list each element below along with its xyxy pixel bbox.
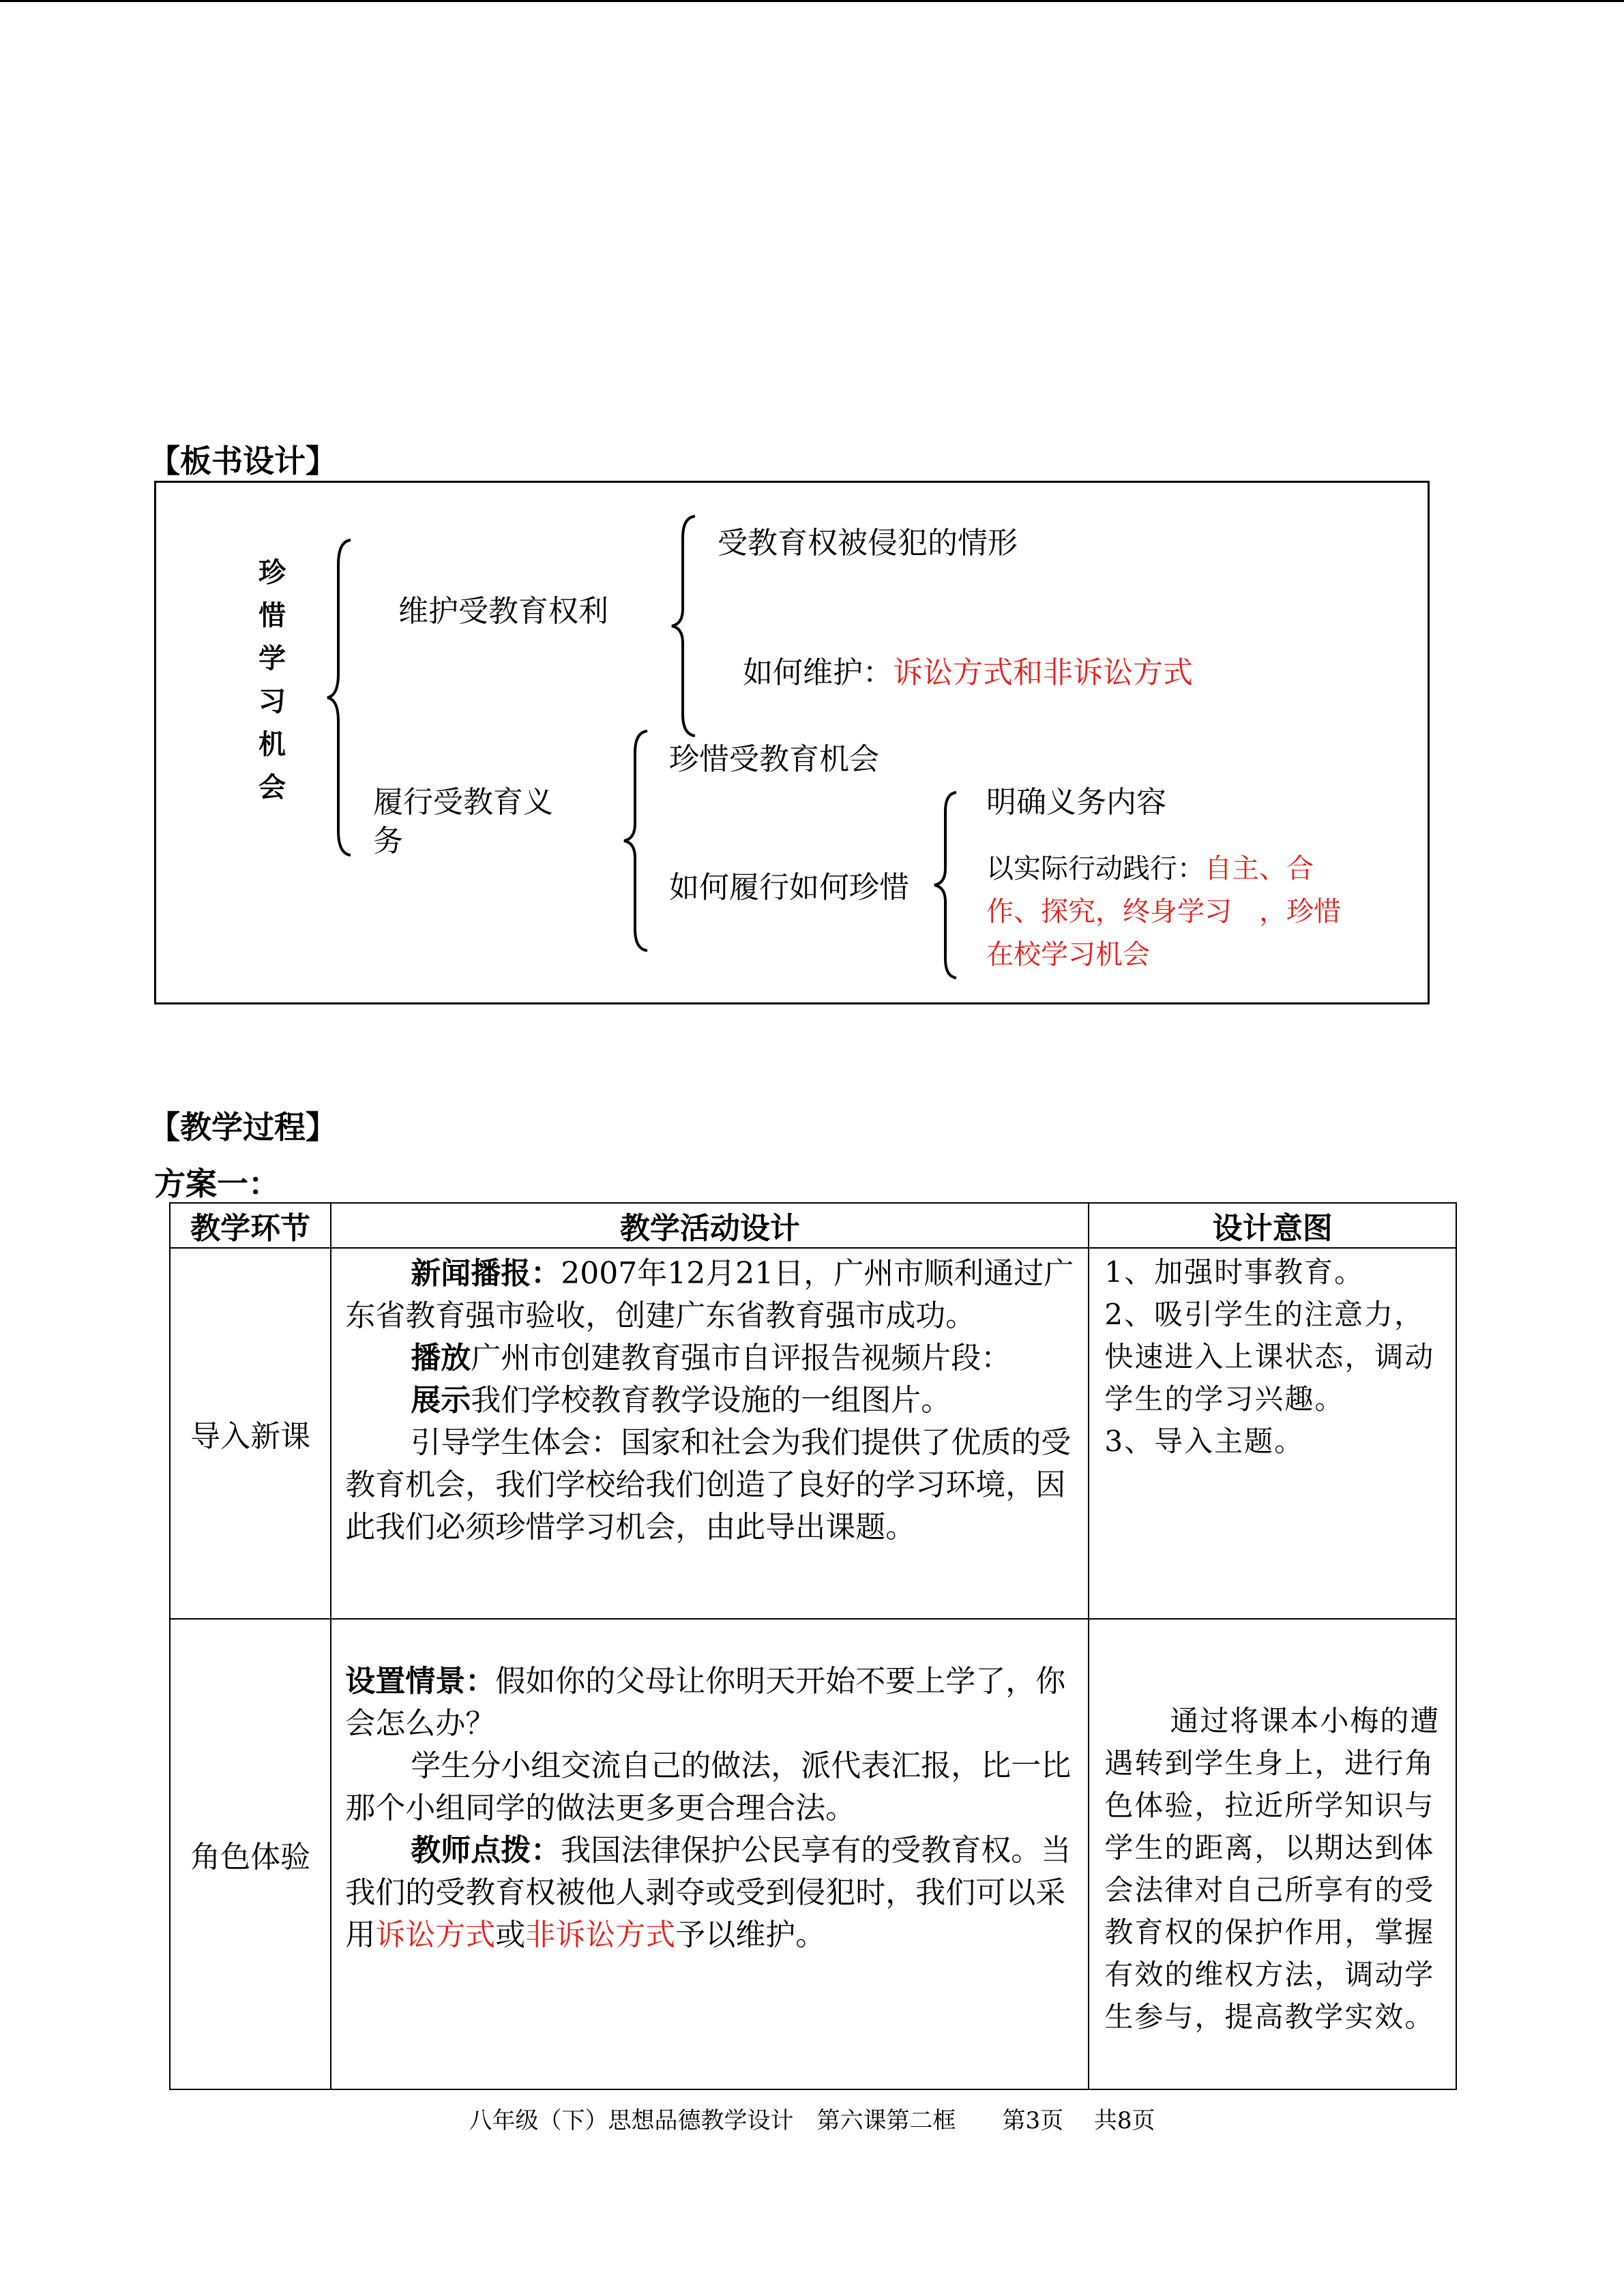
brace-sub	[930, 790, 962, 981]
intent-item: 3、导入主题。	[1104, 1425, 1305, 1458]
process-heading: 【教学过程】	[149, 1109, 337, 1146]
intent-cell	[1089, 1248, 1456, 1619]
branch-fulfill-duty-line1: 履行受教育义	[373, 785, 553, 820]
stage-cell: 导入新课	[170, 1248, 331, 1619]
item-cherish-opportunity: 珍惜受教育机会	[669, 742, 879, 777]
practice-red-1: 自主、合	[1205, 853, 1314, 884]
table-row	[170, 1248, 1456, 1619]
guide-text: 引导学生体会：国家和社会为我们提供了优质的受教育机会，我们学校给我们创造了良好的学习环境，因此我们必须珍惜学习机会，由此导出课题。	[345, 1425, 1072, 1545]
practice-red-3: 在校学习机会	[986, 939, 1150, 970]
how-protect-label: 如何维护：	[743, 655, 893, 690]
news-text: 2007年12月21日，广州市顺利通过广东省教育强市验收，创建广东省教育强市成功。	[345, 1256, 1074, 1333]
header-intent: 设计意图	[1089, 1203, 1456, 1248]
board-title-char: 学	[259, 642, 286, 674]
page-footer: 八年级（下）思想品德教学设计 第六课第二框 第3页 共8页	[469, 2107, 1155, 2134]
stage-cell: 角色体验	[170, 1619, 331, 2089]
intent-text: 通过将课本小梅的遭遇转到学生身上，进行角色体验，拉近所学知识与学生的距离，以期达到体会法律对自己所享有的受教育权的保护作用，掌握有效的维权方法，调动学生参与，提高教学实效。	[1104, 1704, 1441, 2033]
table-row	[170, 1619, 1456, 2089]
news-label: 新闻播报：	[411, 1256, 561, 1291]
scenario-label: 设置情景：	[345, 1664, 496, 1699]
group-text: 学生分小组交流自己的做法，派代表汇报，比一比那个小组同学的做法更多更合理合法。	[345, 1748, 1072, 1825]
teacher-text: 我国法律保护公民享有的受教育权。当我们的受教育权被他人剥夺或受到侵犯时，我们可以采用	[345, 1833, 1072, 1952]
intent-item: 1、加强时事教育。	[1104, 1255, 1365, 1289]
top-border	[0, 0, 1624, 2]
or-text: 或	[495, 1918, 526, 1952]
header-activity: 教学活动设计	[331, 1203, 1089, 1248]
non-litigation-method: 非诉讼方式	[525, 1918, 676, 1952]
board-title-char: 珍	[259, 556, 286, 588]
how-protect-methods: 诉讼方式和非诉讼方式	[893, 655, 1193, 690]
header-stage: 教学环节	[170, 1203, 331, 1248]
activity-cell	[331, 1619, 1089, 2089]
board-title-char: 惜	[259, 599, 286, 631]
practice-label: 以实际行动践行：	[986, 853, 1205, 884]
process-table	[169, 1202, 1457, 2090]
item-how-fulfill: 如何履行如何珍惜	[669, 870, 909, 905]
plan-label: 方案一：	[154, 1165, 280, 1202]
brace-branch1	[668, 513, 702, 739]
brace-main	[323, 537, 357, 858]
play-label: 播放	[411, 1341, 471, 1375]
item-how-protect	[743, 653, 1193, 692]
protect-end-text: 予以维护。	[675, 1918, 826, 1952]
board-design-box	[154, 481, 1430, 1004]
item-infringement-cases: 受教育权被侵犯的情形	[718, 526, 1018, 561]
branch-fulfill-duty-line2: 务	[373, 824, 403, 859]
table-header-row	[170, 1203, 1456, 1248]
intent-cell	[1089, 1619, 1456, 2089]
activity-cell	[331, 1248, 1089, 1619]
play-text: 广州市创建教育强市自评报告视频片段：	[471, 1341, 1012, 1375]
board-heading: 【板书设计】	[149, 443, 337, 479]
teacher-label: 教师点拨：	[411, 1833, 561, 1868]
board-title-char: 习	[259, 685, 286, 717]
branch-fulfill-duty	[373, 783, 553, 861]
board-title-vertical	[252, 551, 293, 809]
board-title-char: 会	[259, 771, 286, 803]
brace-branch2	[620, 728, 654, 953]
show-text: 我们学校教育教学设施的一组图片。	[471, 1383, 951, 1418]
practice-red-2: 作、探究，终身学习 ，珍惜	[986, 896, 1341, 927]
scenario-text: 假如你的父母让你明天开始不要上学了，你会怎么办？	[345, 1664, 1066, 1741]
board-title-char: 机	[259, 728, 286, 760]
item-practice	[986, 848, 1341, 976]
litigation-method: 诉讼方式	[375, 1918, 496, 1952]
item-clarify-duty: 明确义务内容	[986, 785, 1166, 820]
show-label: 展示	[411, 1383, 471, 1418]
branch-protect-right: 维护受教育权利	[398, 594, 608, 629]
intent-item: 2、吸引学生的注意力，快速进入上课状态，调动学生的学习兴趣。	[1104, 1298, 1435, 1416]
